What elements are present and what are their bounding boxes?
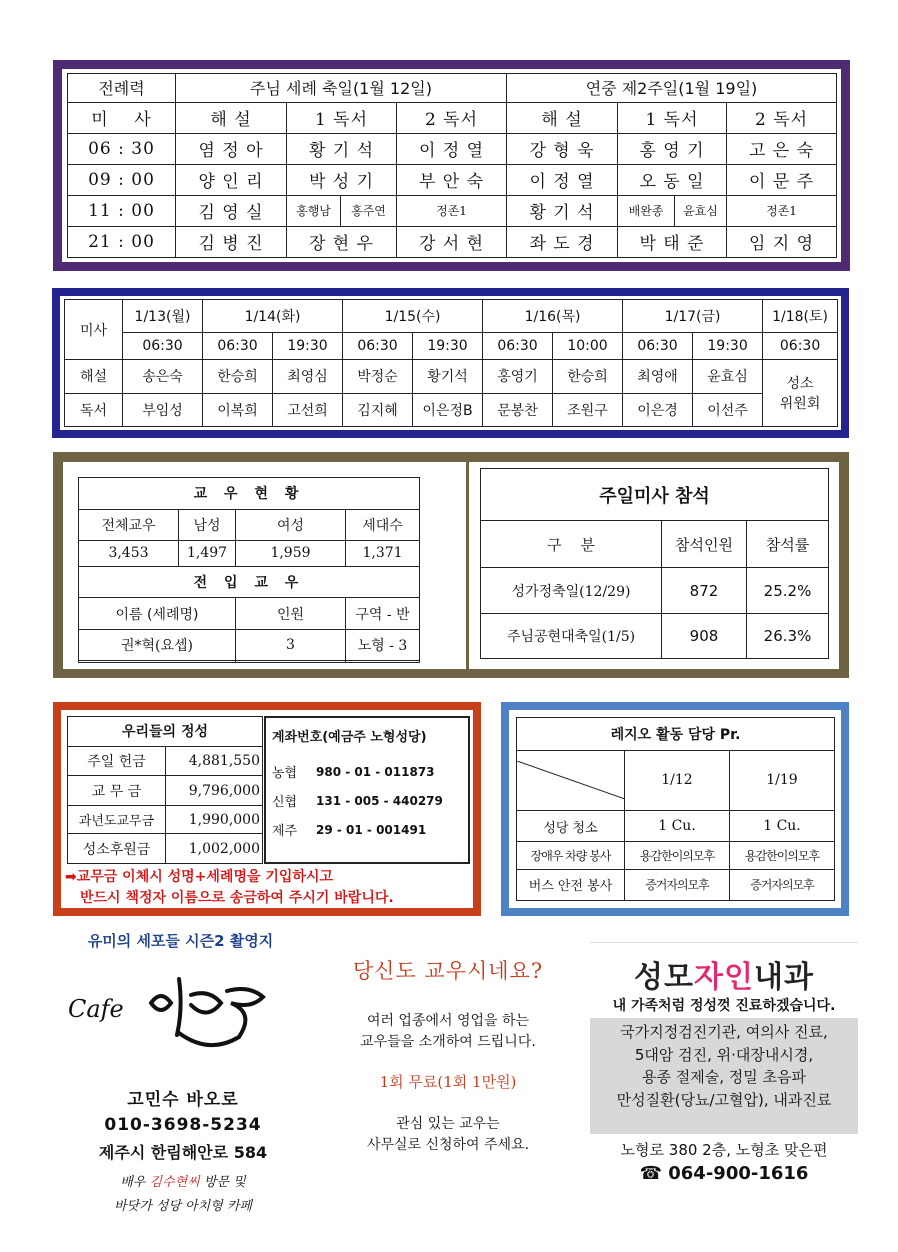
empty-cell <box>236 661 346 663</box>
name-cell: 이선주 <box>693 393 763 426</box>
value-cell: 1,959 <box>236 541 346 567</box>
hand-text: 김수현씨 <box>149 1175 200 1190</box>
value-cell: 1,497 <box>179 541 236 567</box>
name-cell: 조원구 <box>553 393 623 426</box>
column-header: 세대수 <box>346 509 420 541</box>
name-cell: 황기석 <box>413 360 483 393</box>
duty-label: 장애우 차량 봉사 <box>517 842 625 870</box>
sunday-liturgy-table <box>67 73 837 258</box>
offerings-section <box>53 702 481 916</box>
name-cell: 배완종 <box>618 195 675 226</box>
name-cell: 염 정 아 <box>176 133 287 164</box>
time-cell: 06:30 <box>123 333 203 360</box>
name-cell: 최영심 <box>273 360 343 393</box>
hand-text: 바닷가 성당 아치형 카페 <box>114 1199 252 1214</box>
value-cell: 주님공현대축일(1/5) <box>481 613 662 658</box>
name-cell: 이 정 열 <box>507 164 618 195</box>
column-header: 남성 <box>179 509 236 541</box>
day-header: 1/16(목) <box>483 300 623 333</box>
transfer-note-line: ➡교무금 이체시 성명+세례명을 기입하시고 <box>65 869 333 885</box>
time-cell: 06:30 <box>343 333 413 360</box>
value-cell: 3 <box>236 629 346 661</box>
account-row <box>272 757 462 786</box>
name-cell: 부임성 <box>123 393 203 426</box>
mass-label: 미 사 <box>68 102 176 133</box>
duty-value: 1 Cu. <box>625 811 730 842</box>
name-cell: 송은숙 <box>123 360 203 393</box>
account-row <box>272 815 462 844</box>
ad-text <box>313 1011 583 1053</box>
duty-label: 버스 안전 봉사 <box>517 869 625 900</box>
date-header: 1/12 <box>625 750 730 810</box>
time-cell: 06:30 <box>203 333 273 360</box>
offering-value: 1,990,000 <box>166 806 263 834</box>
name-cell: 김 영 실 <box>176 195 287 226</box>
clinic-name-part: 성모 <box>634 960 695 995</box>
empty-cell <box>346 661 420 663</box>
account-number: 131 - 005 - 440279 <box>316 793 443 808</box>
name-cell: 고선희 <box>273 393 343 426</box>
parishioner-business-ad <box>313 955 583 1156</box>
name-cell: 이복희 <box>203 393 273 426</box>
name-cell: 이 정 열 <box>397 133 507 164</box>
clinic-slogan: 내 가족처럼 정성껏 진료하겠습니다. <box>612 998 836 1014</box>
value-cell: 성가정축일(12/29) <box>481 568 662 613</box>
cafe-logo-text: Cafe <box>68 995 124 1023</box>
name-cell: 문봉찬 <box>483 393 553 426</box>
role-reading2: 2 독서 <box>727 102 837 133</box>
sunday-liturgy-section <box>53 60 850 271</box>
time-cell: 06:30 <box>623 333 693 360</box>
table-row <box>517 869 835 900</box>
parishioner-title: 교 우 현 황 <box>79 478 420 510</box>
cafe-owner: 고민수 바오로 <box>127 1090 239 1110</box>
weekday-schedule-table <box>64 299 838 427</box>
name-cell: 윤효심 <box>675 195 727 226</box>
clinic-ad <box>590 942 860 1192</box>
clinic-name <box>590 952 858 996</box>
offering-label: 주일 헌금 <box>68 746 166 776</box>
column-header: 참석률 <box>747 521 829 568</box>
table-row <box>68 226 837 257</box>
liturgy-col-header: 전례력 <box>68 74 176 103</box>
mass-time: 06 : 30 <box>68 133 176 164</box>
time-cell: 06:30 <box>483 333 553 360</box>
name-cell: 장 현 우 <box>287 226 397 257</box>
table-row <box>517 842 835 870</box>
ad-price: 1회 무료(1회 1만원) <box>379 1073 517 1091</box>
account-row <box>272 786 462 815</box>
weekday-schedule-section <box>52 288 849 438</box>
attendance-table <box>480 468 829 659</box>
column-header: 이름 (세례명) <box>79 598 236 630</box>
column-header: 구역 - 반 <box>346 598 420 630</box>
name-cell: 정존1 <box>727 195 837 226</box>
saturday-note <box>763 360 838 427</box>
table-row <box>79 541 420 567</box>
bank-name: 농협 <box>272 766 298 781</box>
transfer-note <box>65 867 470 909</box>
table-row <box>68 806 263 834</box>
name-cell: 강 서 현 <box>397 226 507 257</box>
clinic-service-line: 용종 절제술, 정밀 초음파 <box>642 1068 806 1086</box>
ad-question: 당신도 교우시네요? <box>352 959 544 983</box>
cafe-logo <box>53 971 313 1051</box>
name-cell: 김 병 진 <box>176 226 287 257</box>
attendance-panel <box>469 462 839 669</box>
value-cell: 872 <box>662 568 747 613</box>
table-row <box>68 164 837 195</box>
table-row <box>79 629 420 661</box>
name-cell: 황 기 석 <box>287 133 397 164</box>
parishioner-panel <box>63 462 466 669</box>
cafe-phone: 010-3698-5234 <box>104 1115 262 1135</box>
saturday-note-line: 위원회 <box>779 396 821 413</box>
ad-text-line: 관심 있는 교우는 <box>396 1116 500 1132</box>
name-cell: 강 형 욱 <box>507 133 618 164</box>
column-header: 참석인원 <box>662 521 747 568</box>
divider <box>590 942 858 943</box>
value-cell: 권*혁(요셉) <box>79 629 236 661</box>
name-cell: 부 안 숙 <box>397 164 507 195</box>
value-cell: 1,371 <box>346 541 420 567</box>
name-cell: 양 인 리 <box>176 164 287 195</box>
table-row <box>481 613 829 658</box>
day-header: 1/15(수) <box>343 300 483 333</box>
saturday-note-line: 성소 <box>786 376 814 393</box>
sunday2-title: 연중 제2주일(1월 19일) <box>507 74 837 103</box>
legio-table <box>516 717 835 901</box>
table-row <box>65 360 838 393</box>
new-members-title: 전 입 교 우 <box>79 566 420 598</box>
stats-section <box>53 452 849 678</box>
diagonal-line <box>517 761 625 799</box>
value-cell: 노형 - 3 <box>346 629 420 661</box>
time-cell: 10:00 <box>553 333 623 360</box>
mass-time: 11 : 00 <box>68 195 176 226</box>
diagonal-cell <box>517 750 625 810</box>
clinic-phone: ☎ 064-900-1616 <box>639 1163 809 1184</box>
name-cell: 최영애 <box>623 360 693 393</box>
name-cell: 홍주연 <box>341 195 397 226</box>
ad-text-line: 교우들을 소개하여 드립니다. <box>360 1034 536 1050</box>
clinic-name-part: 내과 <box>753 960 814 995</box>
commentary-label: 해설 <box>65 360 123 393</box>
table-row <box>68 195 837 226</box>
time-cell: 06:30 <box>763 333 838 360</box>
table-row <box>68 834 263 864</box>
table-row <box>68 776 263 806</box>
clinic-service-line: 5대암 검진, 위·대장내시경, <box>634 1045 814 1064</box>
account-title: 계좌번호(예금주 노형성당) <box>272 730 427 745</box>
role-reading1: 1 독서 <box>287 102 397 133</box>
offering-value: 9,796,000 <box>166 776 263 806</box>
clinic-name-part: 자인 <box>694 960 754 995</box>
offerings-title: 우리들의 정성 <box>68 717 263 747</box>
name-cell: 박 태 준 <box>618 226 727 257</box>
hand-text: 방문 및 <box>203 1175 246 1190</box>
name-cell: 홍영기 <box>483 360 553 393</box>
day-header: 1/14(화) <box>203 300 343 333</box>
name-cell: 김지혜 <box>343 393 413 426</box>
name-cell: 이은정B <box>413 393 483 426</box>
offering-label: 과년도교무금 <box>68 806 166 834</box>
date-header: 1/19 <box>730 750 835 810</box>
time-cell: 19:30 <box>413 333 483 360</box>
bank-name: 신협 <box>272 795 298 810</box>
duty-value: 증거자의모후 <box>730 869 835 900</box>
legio-title: 레지오 활동 담당 Pr. <box>517 718 835 751</box>
role-commentary: 해 설 <box>507 102 618 133</box>
name-cell: 윤효심 <box>693 360 763 393</box>
clinic-service-line: 국가지정검진기관, 여의사 진료, <box>620 1023 828 1041</box>
ad-text-line: 사무실로 신청하여 주세요. <box>366 1137 530 1153</box>
cafe-ad <box>53 930 313 1214</box>
duty-value: 증거자의모후 <box>625 869 730 900</box>
clinic-service-line: 만성질환(당뇨/고혈압), 내과진료 <box>616 1090 832 1109</box>
sunday1-title: 주님 세례 축일(1월 12일) <box>176 74 507 103</box>
value-cell: 3,453 <box>79 541 179 567</box>
bank-name: 제주 <box>272 824 298 839</box>
name-cell: 박 성 기 <box>287 164 397 195</box>
name-cell: 좌 도 경 <box>507 226 618 257</box>
value-cell: 908 <box>662 613 747 658</box>
empty-cell <box>79 661 236 663</box>
day-header: 1/18(토) <box>763 300 838 333</box>
ad-text-line: 여러 업종에서 영업을 하는 <box>366 1013 530 1029</box>
time-cell: 19:30 <box>693 333 763 360</box>
offering-value: 4,881,550 <box>166 746 263 776</box>
duty-value: 1 Cu. <box>730 811 835 842</box>
table-row <box>68 133 837 164</box>
transfer-note-line: 반드시 책정자 이름으로 송금하여 주시기 바랍니다. <box>80 890 394 906</box>
name-cell: 홍 영 기 <box>618 133 727 164</box>
mass-label: 미사 <box>65 300 123 360</box>
account-number: 980 - 01 - 011873 <box>316 764 435 779</box>
role-reading1: 1 독서 <box>618 102 727 133</box>
column-header: 여성 <box>236 509 346 541</box>
table-row <box>79 661 420 663</box>
legio-section <box>501 702 849 916</box>
offering-label: 성소후원금 <box>68 834 166 864</box>
hand-text: 배우 <box>120 1175 146 1190</box>
reading-label: 독서 <box>65 393 123 426</box>
column-header: 구 분 <box>481 521 662 568</box>
mass-time: 21 : 00 <box>68 226 176 257</box>
cafe-handwritten-note <box>53 1171 313 1219</box>
table-row <box>68 746 263 776</box>
role-commentary: 해 설 <box>176 102 287 133</box>
name-cell: 이은경 <box>623 393 693 426</box>
value-cell: 25.2% <box>747 568 829 613</box>
name-cell: 고 은 숙 <box>727 133 837 164</box>
column-header: 인원 <box>236 598 346 630</box>
name-cell: 한승희 <box>203 360 273 393</box>
clinic-location: 노형로 380 2층, 노형초 맞은편 <box>620 1141 828 1159</box>
value-cell: 26.3% <box>747 613 829 658</box>
role-reading2: 2 독서 <box>397 102 507 133</box>
name-cell: 홍행남 <box>287 195 341 226</box>
offering-label: 교 무 금 <box>68 776 166 806</box>
mass-time: 09 : 00 <box>68 164 176 195</box>
cafe-tagline: 유미의 세포들 시즌2 촬영지 <box>87 932 274 950</box>
table-row <box>65 393 838 426</box>
offering-value: 1,002,000 <box>166 834 263 864</box>
day-header: 1/13(월) <box>123 300 203 333</box>
attendance-title: 주일미사 참석 <box>481 469 829 521</box>
name-cell: 박정순 <box>343 360 413 393</box>
time-cell: 19:30 <box>273 333 343 360</box>
ad-text <box>313 1114 583 1156</box>
name-cell: 한승희 <box>553 360 623 393</box>
name-cell: 임 지 영 <box>727 226 837 257</box>
account-box <box>264 716 470 864</box>
parishioner-table <box>78 477 420 663</box>
name-cell: 정존1 <box>397 195 507 226</box>
duty-value: 용감한이의모후 <box>625 842 730 870</box>
column-header: 전체교우 <box>79 509 179 541</box>
table-row <box>517 811 835 842</box>
account-number: 29 - 01 - 001491 <box>316 822 427 837</box>
name-cell: 오 동 일 <box>618 164 727 195</box>
table-row <box>481 568 829 613</box>
name-cell: 이 문 주 <box>727 164 837 195</box>
duty-value: 용감한이의모후 <box>730 842 835 870</box>
offerings-table <box>67 716 263 864</box>
cafe-logo-mark <box>143 971 283 1051</box>
clinic-services <box>590 1018 858 1134</box>
name-cell: 황 기 석 <box>507 195 618 226</box>
cafe-address: 제주시 한림해안로 584 <box>98 1143 268 1162</box>
day-header: 1/17(금) <box>623 300 763 333</box>
duty-label: 성당 청소 <box>517 811 625 842</box>
